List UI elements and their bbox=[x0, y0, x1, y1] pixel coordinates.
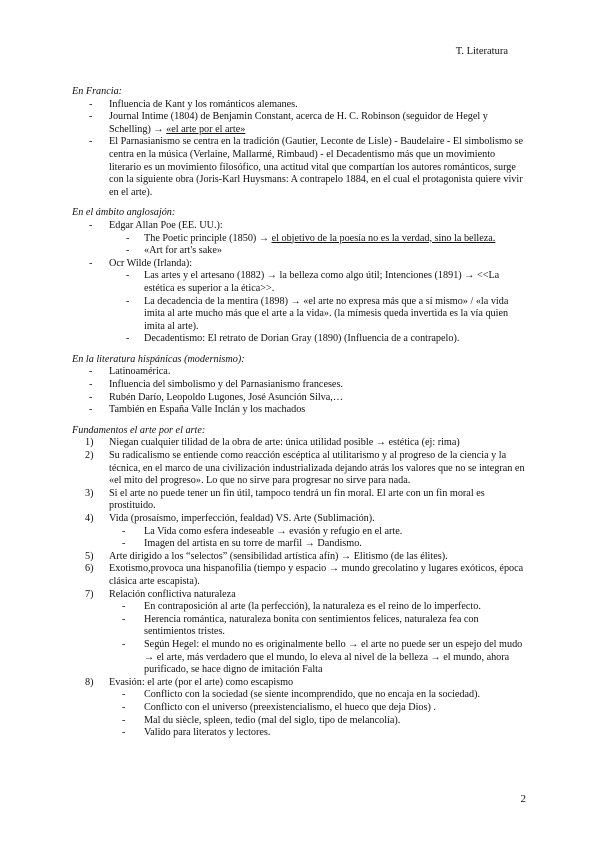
underlined-phrase: «el arte por el arte» bbox=[166, 123, 246, 135]
item-number: 1) bbox=[85, 437, 94, 449]
item-number: 7) bbox=[85, 588, 94, 600]
numbered-item bbox=[72, 563, 527, 588]
section-heading-fundamentos: Fundamentos el arte por el arte: bbox=[72, 424, 206, 436]
item-number: 2) bbox=[85, 450, 94, 462]
numbered-item-text: Su radicalismo se entiende como reacción escéptica al utilitarismo y al progreso de la ciencia y la técnica, en el marco de una civilización industrializada dejando atrás los valores que no se integran en «el mito del progreso». Lo que no sirve para progresar no sirve para nada. bbox=[109, 450, 525, 487]
page-number: 2 bbox=[520, 793, 526, 806]
sub-list-item-text: Según Hegel: el mundo no es originalmente bello → el arte no puede ser un espejo del mudo → el arte, más verdadero que el mundo, lo eleva al nivel de la belleza → el mundo, ahora purificado, se hace digno de imitación Falta bbox=[144, 638, 523, 676]
list-item bbox=[72, 379, 527, 392]
sub-list-item bbox=[109, 727, 527, 740]
section-heading-francia: En Francia: bbox=[72, 86, 123, 97]
numbered-item bbox=[72, 488, 527, 513]
list-item-text: También en España Valle Inclán y los machados bbox=[109, 404, 306, 416]
anglo-list bbox=[72, 220, 527, 346]
list-item bbox=[72, 99, 527, 112]
item-number: 6) bbox=[85, 563, 94, 575]
bullet-marker: - bbox=[89, 257, 93, 269]
page-content bbox=[72, 86, 527, 740]
fundamentos-list bbox=[72, 437, 527, 739]
numbered-item-text: Relación conflictiva naturaleza bbox=[109, 588, 236, 600]
sub-list-item bbox=[109, 538, 527, 551]
bullet-marker: - bbox=[126, 232, 130, 244]
bullet-marker: - bbox=[89, 404, 93, 416]
numbered-item bbox=[72, 513, 527, 551]
list-item-text: Edgar Allan Poe (EE. UU.): bbox=[109, 219, 223, 231]
bullet-marker: - bbox=[89, 98, 93, 110]
sub-list-item bbox=[109, 333, 527, 346]
numbered-item-text: Evasión: el arte (por el arte) como escapismo bbox=[109, 676, 294, 688]
bullet-marker: - bbox=[126, 245, 130, 257]
bullet-marker: - bbox=[89, 111, 93, 123]
sub-list-item bbox=[109, 296, 527, 334]
bullet-marker: - bbox=[89, 136, 93, 148]
francia-list bbox=[72, 99, 527, 200]
sub-list-item-text: Mal du siècle, spleen, tedio (mal del siglo, tipo de melancolía). bbox=[144, 714, 401, 726]
sub-list-item-text: Conflicto con la sociedad (se siente incomprendido, que no encaja en la sociedad). bbox=[144, 689, 481, 701]
sub-list-item bbox=[109, 270, 527, 295]
poe-sublist bbox=[109, 233, 527, 258]
section-heading-hispanicas: En la literatura hispánicas (modernismo): bbox=[72, 353, 245, 365]
bullet-marker: - bbox=[89, 366, 93, 378]
sub-list-item-text: La decadencia de la mentira (1898) → «el arte no expresa más que a sí mismo» / «la vida imita al arte mucho más que el arte a la vida». (la mímesis queda invertida es la vía quien imita al arte). bbox=[144, 295, 509, 332]
list-item bbox=[72, 392, 527, 405]
numbered-item bbox=[72, 450, 527, 488]
bullet-marker: - bbox=[122, 727, 126, 739]
bullet-marker: - bbox=[89, 391, 93, 403]
sub-list-item-text: «Art for art's sake» bbox=[144, 245, 222, 257]
list-item bbox=[72, 111, 527, 136]
list-item-text: Journal Intime (1804) de Benjamin Constant, acerca de H. C. Robinson (seguidor de Hegel y Schelling) → bbox=[109, 111, 488, 135]
numbered-item-text: Arte dirigido a los “selectos” (sensibilidad artística afín) → Elitismo (de las élites). bbox=[109, 550, 448, 562]
sub-list-item bbox=[109, 526, 527, 539]
item-number: 8) bbox=[85, 676, 94, 688]
sub-list-item-text: Imagen del artista en su torre de marfil → Dandismo. bbox=[144, 538, 362, 550]
list-item-text: Influencia de Kant y los románticos alemanes. bbox=[109, 98, 298, 110]
sub-list-item bbox=[109, 614, 527, 639]
bullet-marker: - bbox=[122, 601, 126, 613]
running-header: T. Literatura bbox=[455, 46, 508, 57]
sub-list-item bbox=[109, 245, 527, 258]
sub-list-item bbox=[109, 702, 527, 715]
bullet-marker: - bbox=[122, 701, 126, 713]
section-heading-anglo: En el ámbito anglosajón: bbox=[72, 207, 176, 219]
item-number: 5) bbox=[85, 550, 94, 562]
bullet-marker: - bbox=[122, 689, 126, 701]
bullet-marker: - bbox=[122, 714, 126, 726]
list-item bbox=[72, 366, 527, 379]
item-number: 3) bbox=[85, 487, 94, 499]
bullet-marker: - bbox=[122, 613, 126, 625]
list-item bbox=[72, 258, 527, 346]
numbered-item bbox=[72, 551, 527, 564]
list-item bbox=[72, 220, 527, 258]
bullet-marker: - bbox=[126, 295, 130, 307]
sub-list-item bbox=[109, 639, 527, 677]
bullet-marker: - bbox=[126, 333, 130, 345]
bullet-marker: - bbox=[122, 638, 126, 650]
list-item-text: Rubén Darío, Leopoldo Lugones, José Asunción Silva,… bbox=[109, 391, 344, 403]
underlined-phrase: el objetivo de la poesía no es la verdad, sino la belleza. bbox=[271, 232, 496, 244]
sub-list-item-text: The Poetic principle (1850) → bbox=[144, 232, 272, 244]
sub-list-item-text: Decadentismo: El retrato de Dorian Gray (1890) (Influencia de a contrapelo). bbox=[144, 333, 460, 345]
list-item bbox=[72, 136, 527, 199]
bullet-marker: - bbox=[126, 270, 130, 282]
numbered-item-text: Vida (prosaísmo, imperfección, fealdad) VS. Arte (Sublimación). bbox=[109, 513, 375, 524]
item-4-sublist bbox=[109, 526, 527, 551]
sub-list-item-text: Herencia romántica, naturaleza bonita con sentimientos felices, naturaleza fea con sentimientos tristes. bbox=[144, 613, 479, 638]
sub-list-item bbox=[109, 715, 527, 728]
sub-list-item-text: Las artes y el artesano (1882) → la belleza como algo útil; Intenciones (1891) → <<La estética es superior a la ética>>. bbox=[144, 270, 500, 294]
list-item-text: El Parnasianismo se centra en la tradición (Gautier, Leconte de Lisle) - Baudelaire - El simbolismo se centra en la música (Verlaine, Mallarmé, Rimbaud) - el Decadentismo más que un movimiento literario es un movimiento filosófico, una actitud vital que compartían los autores románticos, surge con la siguiente obra (Joris-Karl Huysmans: A contrapelo 1884, en el cual el protagonista quiere vivir en el arte). bbox=[109, 136, 524, 198]
numbered-item-text: Niegan cualquier tilidad de la obra de arte: única utilidad posible → estética (ej: rima) bbox=[109, 437, 460, 449]
list-item-text: Ocr Wilde (Irlanda): bbox=[109, 257, 193, 269]
wilde-sublist bbox=[109, 270, 527, 346]
item-7-sublist bbox=[109, 601, 527, 677]
numbered-item-text: Si el arte no puede tener un fin útil, tampoco tendrá un fin moral. El arte con un fin moral es prostituido. bbox=[109, 487, 485, 512]
sub-list-item-text: Conflicto con el universo (preexistencialismo, el hueco que deja Dios) . bbox=[144, 701, 436, 713]
bullet-marker: - bbox=[89, 219, 93, 231]
item-number: 4) bbox=[85, 513, 94, 524]
sub-list-item bbox=[109, 689, 527, 702]
list-item-text: Latinoamérica. bbox=[109, 366, 171, 378]
item-8-sublist bbox=[109, 689, 527, 739]
bullet-marker: - bbox=[89, 379, 93, 391]
sub-list-item-text: Valido para literatos y lectores. bbox=[144, 727, 271, 739]
list-item bbox=[72, 404, 527, 417]
bullet-marker: - bbox=[122, 525, 126, 537]
list-item-text: Influencia del simbolismo y del Parnasianismo franceses. bbox=[109, 379, 343, 391]
sub-list-item bbox=[109, 233, 527, 246]
sub-list-item-text: La Vida como esfera indeseable → evasión y refugio en el arte. bbox=[144, 525, 403, 537]
numbered-item bbox=[72, 437, 527, 450]
numbered-item bbox=[72, 589, 527, 677]
hispanicas-list bbox=[72, 366, 527, 416]
numbered-item-text: Exotismo,provoca una hispanofilia (tiempo y espacio → mundo grecolatino y lugares exóticos, época clásica arte escapista). bbox=[109, 563, 524, 587]
sub-list-item bbox=[109, 601, 527, 614]
sub-list-item-text: En contraposición al arte (la perfección), la naturaleza es el reino de lo imperfecto. bbox=[144, 601, 481, 613]
numbered-item bbox=[72, 677, 527, 740]
bullet-marker: - bbox=[122, 538, 126, 550]
